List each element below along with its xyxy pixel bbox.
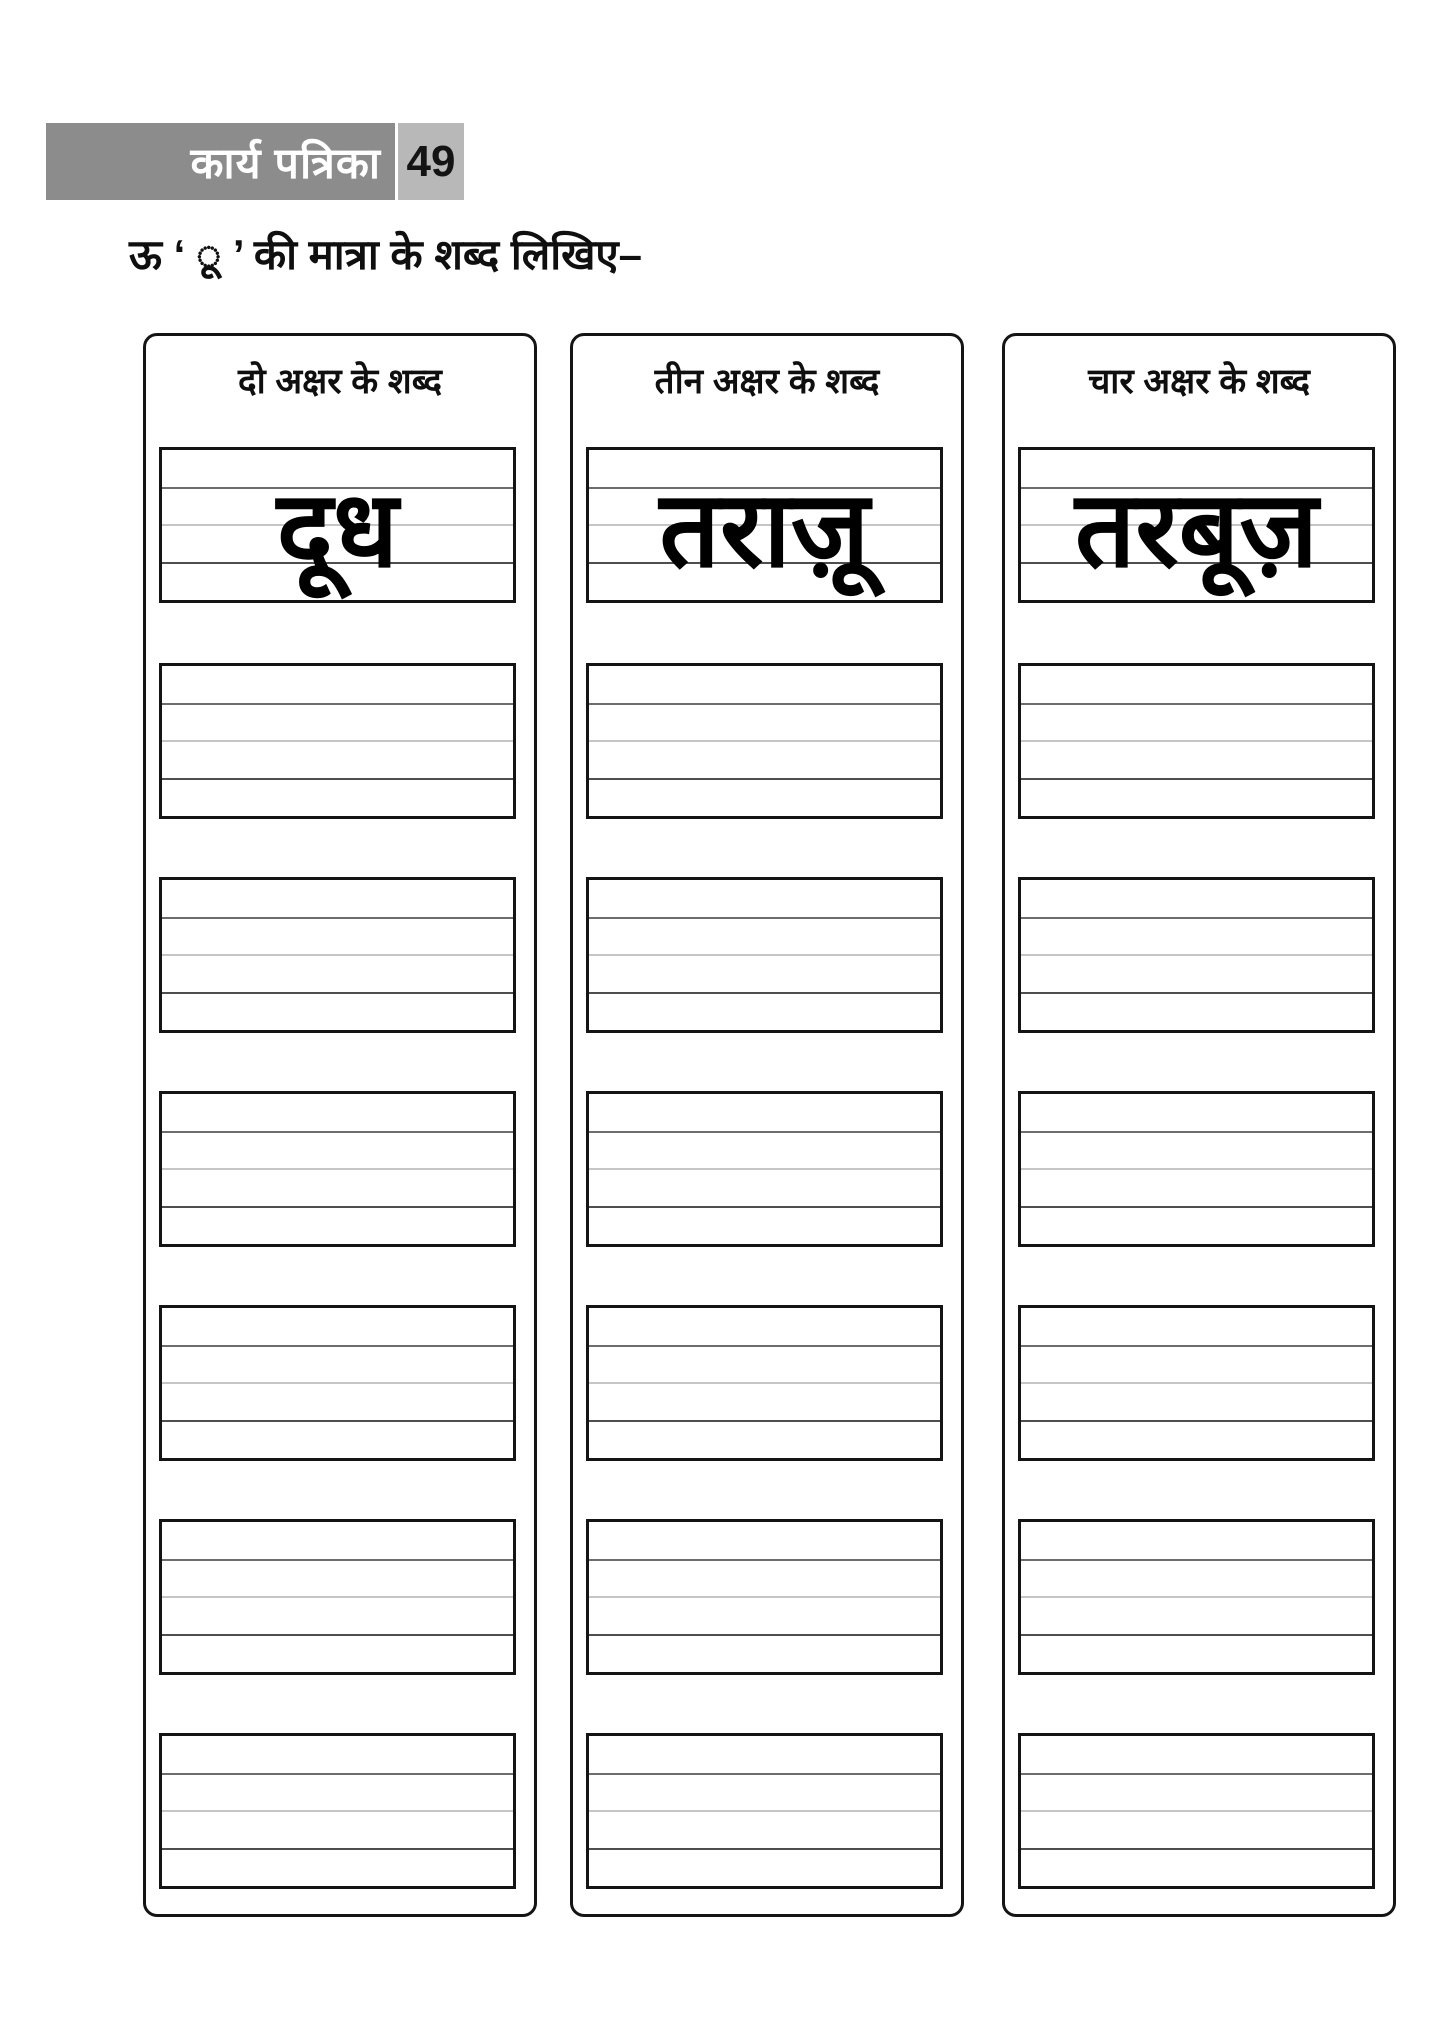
example-word: तरबूज़ [1075,471,1318,589]
worksheet-title: कार्य पत्रिका [46,123,395,200]
writing-box [586,1305,943,1461]
rule-line [162,1559,513,1561]
rule-line [1021,1206,1372,1208]
rule-line [1021,703,1372,705]
writing-box [159,1305,516,1461]
rule-line [589,954,940,956]
rule-line [589,1559,940,1561]
rule-line [1021,1168,1372,1170]
example-word-box [586,447,943,603]
rule-line [589,917,940,919]
writing-box [1018,1091,1375,1247]
rule-line [162,1345,513,1347]
rule-line [589,703,940,705]
rule-line [1021,1634,1372,1636]
rule-line [162,1206,513,1208]
writing-box [586,1091,943,1247]
word-column-three-letter [570,333,964,1917]
rule-line [589,1773,940,1775]
rule-line [162,1420,513,1422]
writing-box [1018,663,1375,819]
rule-line [589,740,940,742]
example-word: दूध [276,471,399,589]
rule-line [1021,1596,1372,1598]
rule-line [162,1168,513,1170]
writing-box [586,663,943,819]
writing-box [1018,1733,1375,1889]
word-column-four-letter [1002,333,1396,1917]
page-number-badge: 49 [398,123,464,200]
rule-line [589,778,940,780]
rule-line [1021,1131,1372,1133]
example-word: तराज़ू [659,471,870,589]
rule-line [162,1848,513,1850]
rule-line [589,1206,940,1208]
rule-line [589,1810,940,1812]
writing-box [159,1091,516,1247]
example-word-box [1018,447,1375,603]
rule-line [1021,917,1372,919]
rule-line [1021,1345,1372,1347]
rule-line [1021,1420,1372,1422]
writing-box [1018,877,1375,1033]
rule-line [1021,740,1372,742]
writing-box [159,663,516,819]
rule-line [589,1596,940,1598]
column-header: चार अक्षर के शब्द [1088,362,1310,401]
page-header-bar [46,123,464,200]
rule-line [1021,778,1372,780]
writing-box [586,877,943,1033]
rule-line [162,917,513,919]
writing-box [159,877,516,1033]
rule-line [1021,1559,1372,1561]
rule-line [1021,1848,1372,1850]
column-header: तीन अक्षर के शब्द [654,362,880,401]
rule-line [589,1382,940,1384]
writing-box [1018,1519,1375,1675]
rule-line [162,703,513,705]
rule-line [162,992,513,994]
rule-line [162,1596,513,1598]
writing-box [586,1733,943,1889]
rule-line [589,1634,940,1636]
writing-box [586,1519,943,1675]
instruction-text: ऊ ‘ ू ’ की मात्रा के शब्द लिखिए– [129,231,643,278]
rule-line [1021,1382,1372,1384]
rule-line [162,1382,513,1384]
rule-line [589,992,940,994]
rule-line [162,1773,513,1775]
rule-line [1021,1773,1372,1775]
column-header: दो अक्षर के शब्द [238,362,442,401]
writing-box [1018,1305,1375,1461]
writing-box [159,1733,516,1889]
rule-line [162,1634,513,1636]
rule-line [589,1168,940,1170]
rule-line [1021,954,1372,956]
rule-line [162,1131,513,1133]
example-word-box [159,447,516,603]
rule-line [589,1848,940,1850]
rule-line [589,1420,940,1422]
word-column-two-letter [143,333,537,1917]
rule-line [1021,1810,1372,1812]
rule-line [162,1810,513,1812]
rule-line [162,954,513,956]
writing-box [159,1519,516,1675]
rule-line [162,778,513,780]
rule-line [589,1345,940,1347]
rule-line [162,740,513,742]
rule-line [1021,992,1372,994]
rule-line [589,1131,940,1133]
